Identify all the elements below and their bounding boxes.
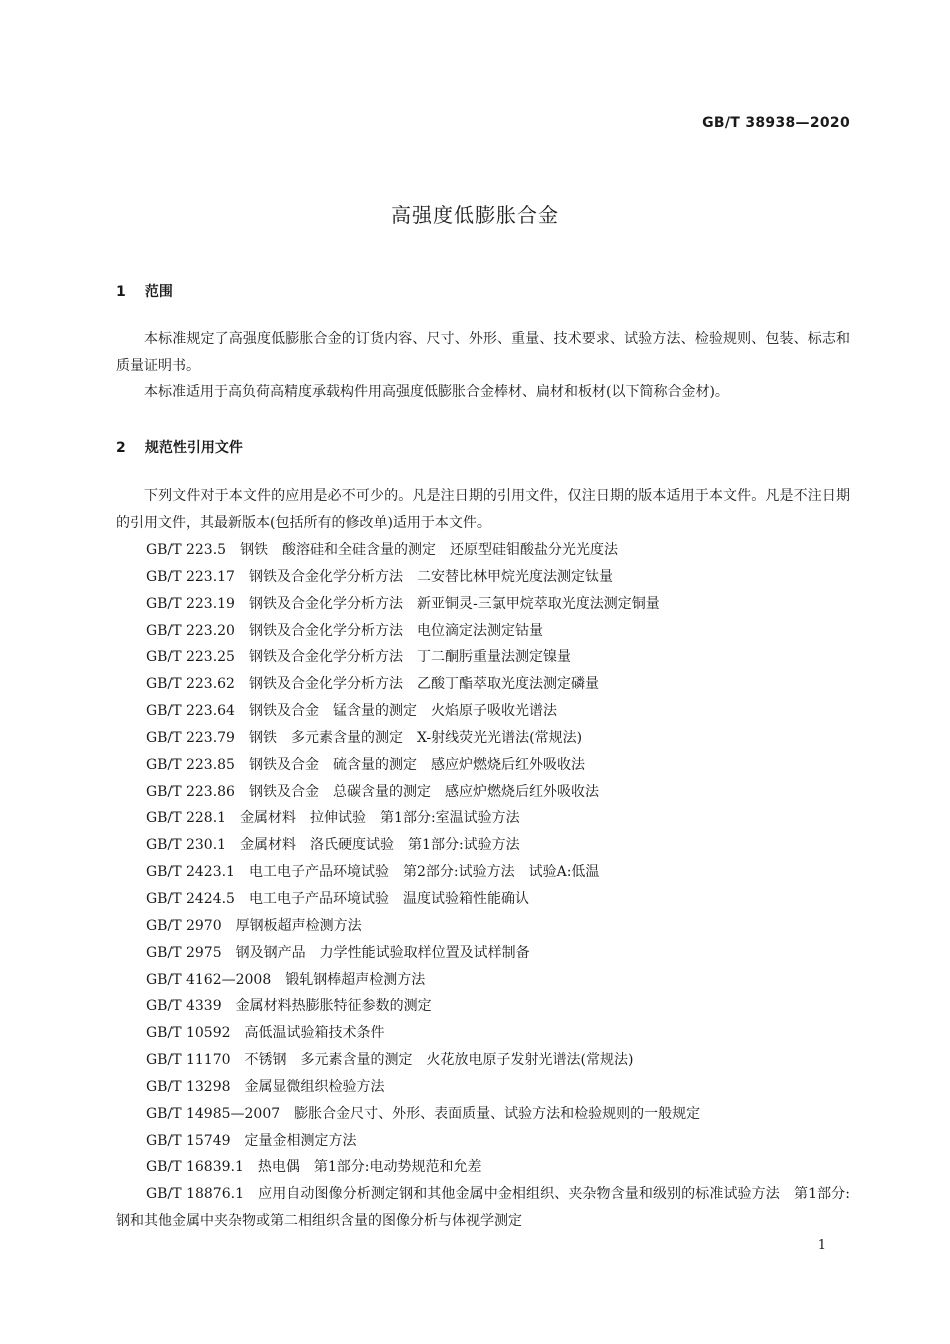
reference-code: GB/T 223.5 (146, 542, 227, 558)
reference-title: 钢铁及合金化学分析方法 新亚铜灵-三氯甲烷萃取光度法测定铜量 (248, 595, 660, 612)
section-number: 1 (116, 284, 126, 300)
reference-code: GB/T 223.19 (146, 595, 235, 612)
reference-title: 钢铁及合金 硫含量的测定 感应炉燃烧后红外吸收法 (248, 756, 585, 773)
reference-item (116, 564, 850, 591)
reference-code: GB/T 10592 (146, 1025, 231, 1042)
reference-item (116, 618, 850, 645)
reference-title: 钢铁及合金化学分析方法 乙酸丁酯萃取光度法测定磷量 (248, 676, 599, 693)
reference-code: GB/T 13298 (146, 1078, 231, 1095)
reference-item (116, 644, 850, 671)
reference-item (116, 698, 850, 725)
reference-item (116, 832, 850, 859)
reference-item (116, 725, 850, 752)
reference-code: GB/T 18876.1 (146, 1186, 244, 1203)
reference-title: 钢铁 酸溶硅和全硅含量的测定 还原型硅钼酸盐分光光度法 (240, 542, 619, 558)
reference-item (116, 537, 850, 564)
reference-code: GB/T 223.85 (146, 756, 235, 773)
reference-code: GB/T 223.64 (146, 703, 235, 720)
reference-code: GB/T 15749 (146, 1132, 231, 1149)
reference-code: GB/T 223.17 (146, 568, 235, 585)
reference-title: 钢铁及合金 总碳含量的测定 感应炉燃烧后红外吸收法 (248, 783, 599, 800)
reference-item (116, 752, 850, 779)
reference-item (116, 859, 850, 886)
reference-title: 金属材料热膨胀特征参数的测定 (235, 998, 432, 1015)
reference-item (116, 1074, 850, 1101)
reference-item (116, 591, 850, 618)
reference-title: 厚钢板超声检测方法 (235, 917, 362, 934)
reference-code: GB/T 230.1 (146, 837, 227, 854)
standard-number: GB/T 38938—2020 (702, 115, 850, 131)
reference-item (116, 779, 850, 806)
reference-item (116, 671, 850, 698)
reference-code: GB/T 228.1 (146, 810, 227, 827)
reference-title: 金属材料 洛氏硬度试验 第1部分:试验方法 (240, 837, 520, 854)
reference-item (116, 1020, 850, 1047)
reference-title: 电工电子产品环境试验 第2部分:试验方法 试验A:低温 (248, 864, 600, 881)
reference-item (116, 940, 850, 967)
reference-item (116, 993, 850, 1020)
reference-title: 不锈钢 多元素含量的测定 火花放电原子发射光谱法(常规法) (244, 1052, 634, 1069)
references-intro-paragraph: 下列文件对于本文件的应用是必不可少的。凡是注日期的引用文件，仅注日期的版本适用于本文件。凡是不注日期的引用文件，其最新版本(包括所有的修改单)适用于本文件。 (116, 488, 850, 531)
reference-title: 应用自动图像分析测定钢和其他金属中金相组织、夹杂物含量和级别的标准试验方法 第1部分:钢和其他金属中夹杂物或第二相组织含量的图像分析与体视学测定 (116, 1186, 851, 1230)
reference-title: 钢及钢产品 力学性能试验取样位置及试样制备 (235, 944, 530, 961)
reference-code: GB/T 14985—2007 (146, 1105, 281, 1122)
reference-title: 钢铁及合金化学分析方法 电位滴定法测定钴量 (248, 622, 543, 639)
reference-code: GB/T 4339 (146, 998, 222, 1015)
reference-code: GB/T 223.79 (146, 729, 235, 746)
page-number: 1 (817, 1238, 826, 1253)
reference-item (116, 1181, 850, 1235)
reference-title: 热电偶 第1部分:电动势规范和允差 (257, 1159, 482, 1176)
reference-item (116, 913, 850, 940)
reference-title: 高低温试验箱技术条件 (244, 1025, 385, 1042)
reference-item (116, 967, 850, 994)
scope-paragraph-1: 本标准规定了高强度低膨胀合金的订货内容、尺寸、外形、重量、技术要求、试验方法、检验规则、包装、标志和质量证明书。 (116, 331, 850, 374)
reference-title: 膨胀合金尺寸、外形、表面质量、试验方法和检验规则的一般规定 (294, 1105, 701, 1122)
reference-item (116, 1101, 850, 1128)
reference-code: GB/T 16839.1 (146, 1159, 244, 1176)
reference-title: 钢铁 多元素含量的测定 X-射线荧光光谱法(常规法) (248, 729, 583, 746)
reference-title: 钢铁及合金化学分析方法 二安替比林甲烷光度法测定钛量 (248, 568, 613, 585)
reference-title: 电工电子产品环境试验 温度试验箱性能确认 (248, 890, 529, 907)
reference-title: 定量金相测定方法 (244, 1132, 357, 1149)
reference-code: GB/T 2970 (146, 917, 222, 934)
reference-title: 金属材料 拉伸试验 第1部分:室温试验方法 (240, 810, 520, 827)
reference-code: GB/T 11170 (146, 1052, 231, 1069)
reference-title: 钢铁及合金 锰含量的测定 火焰原子吸收光谱法 (248, 703, 557, 720)
section-heading-normative-references (116, 437, 243, 457)
section-title: 规范性引用文件 (144, 440, 243, 456)
reference-item (116, 1154, 850, 1181)
scope-paragraph-2: 本标准适用于高负荷高精度承载构件用高强度低膨胀合金棒材、扁材和板材(以下简称合金材)。 (144, 384, 729, 400)
reference-code: GB/T 223.62 (146, 676, 235, 693)
document-title: 高强度低膨胀合金 (391, 203, 559, 227)
reference-code: GB/T 223.86 (146, 783, 235, 800)
section-title: 范围 (144, 284, 173, 300)
reference-code: GB/T 2975 (146, 944, 222, 961)
reference-title: 金属显微组织检验方法 (244, 1078, 385, 1095)
reference-list (116, 537, 850, 1235)
section-number: 2 (116, 440, 126, 456)
reference-item (116, 805, 850, 832)
reference-code: GB/T 2423.1 (146, 864, 235, 881)
reference-code: GB/T 2424.5 (146, 890, 235, 907)
reference-code: GB/T 4162—2008 (146, 971, 272, 988)
reference-title: 锻轧钢棒超声检测方法 (285, 971, 426, 988)
reference-title: 钢铁及合金化学分析方法 丁二酮肟重量法测定镍量 (248, 649, 571, 666)
reference-item (116, 1047, 850, 1074)
section-heading-scope (116, 281, 173, 301)
reference-code: GB/T 223.20 (146, 622, 235, 639)
reference-item (116, 886, 850, 913)
reference-code: GB/T 223.25 (146, 649, 235, 666)
reference-item (116, 1128, 850, 1155)
